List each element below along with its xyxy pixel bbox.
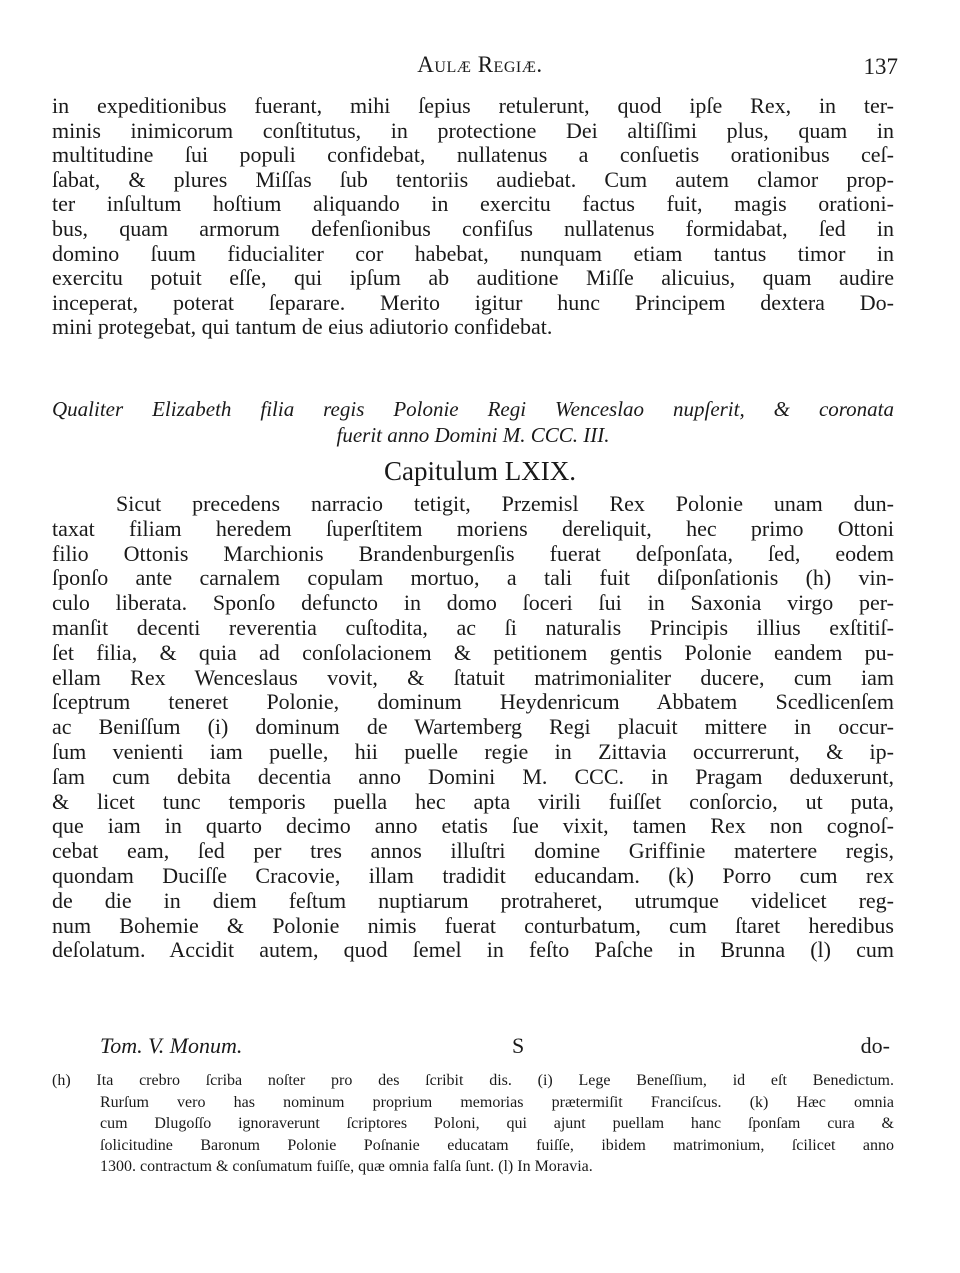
text-line: minis inimicorum conſtitutus, in protectione Dei altiſſimi plus, quam in [52,118,894,143]
footnote-line: 1300. contractum & conſumatum fuiſſe, quæ omnia falſa ſunt. (l) In Moravia. [100,1158,593,1175]
text-line: filio Ottonis Marchionis Brandenburgenſis fuerat deſponſata, ſed, eodem [52,541,894,566]
body-text-main [52,492,894,963]
running-title: Aulæ Regiæ. [417,52,543,77]
section-heading-line2: fuerit anno Domini M. CCC. III. [336,423,610,447]
footnotes [52,1070,894,1178]
body-text-top [52,94,894,340]
text-line: ſet filia, & quia ad conſolacionem & petitionem gentis Polonie eandem pu- [52,640,894,665]
text-line: ter inſultum hoſtium aliquando in exercitu factus fuit, magis orationi- [52,192,894,217]
text-line: domino ſuum fiducialiter cor habebat, nunquam etiam tantus timor in [52,241,894,266]
text-line: inceperat, poterat ſeparare. Merito igitur hunc Principem dextera Do- [52,290,894,315]
page-number: 137 [863,54,898,79]
text-line: mini protegebat, qui tantum de eius adiutorio confidebat. [52,315,553,340]
signature-mark: S [512,1033,525,1058]
text-line: ſam cum debita decentia anno Domini M. CCC. in Pragam deduxerunt, [52,764,894,789]
text-line: quondam Duciſſe Cracovie, illam tradidit educandam. (k) Porro cum rex [52,863,894,888]
text-line: ſum venienti iam puelle, hii puelle regie in Zittavia occurrerunt, & ip- [52,739,894,764]
footnote-line: (h) Ita crebro ſcriba noſter pro des ſcribit dis. (i) Lege Beneſſium, id eſt Benedictum. [52,1072,894,1089]
text-line: bus, quam armorum defenſionibus confiſus nullatenus formidabat, ſed in [52,216,894,241]
chapter-title: Capitulum LXIX. [384,456,576,486]
signature-line [100,1033,890,1059]
text-line: ac Beniſſum (i) dominum de Wartemberg Regi placuit mittere in occur- [52,715,894,740]
text-line: multitudine ſui populi confidebat, nullatenus a conſuetis orationibus ceſ- [52,143,894,168]
text-line: ſponſo ante carnalem copulam mortuo, a tali fuit diſponſationis (h) vin- [52,566,894,591]
text-line: exercitu potuit eſſe, qui ipſum ab auditione Miſſe alicuius, quam audire [52,266,894,291]
text-line: taxat filiam heredem ſuperſtitem moriens dereliquit, hec primo Ottoni [52,516,894,541]
catchword: do- [860,1033,890,1058]
text-line: num Bohemie & Polonie nimis fuerat conturbatum, cum ſtaret heredibus [52,913,894,938]
text-line: ſceptrum teneret Polonie, dominum Heydenricum Abbatem Scedlicenſem [52,690,894,715]
text-line: ſabat, & plures Miſſas ſub tentoriis audiebat. Cum autem clamor prop- [52,167,894,192]
text-line: deſolatum. Accidit autem, quod ſemel in feſto Paſche in Brunna (l) cum [52,938,894,963]
section-heading-line1: Qualiter Elizabeth filia regis Polonie Regi Wenceslao nupſerit, & coronata [52,397,894,421]
section-heading [52,396,894,448]
text-line: in expeditionibus fuerant, mihi ſepius retulerunt, quod ipſe Rex, in ter- [52,94,894,118]
text-line: que iam in quarto decimo anno etatis ſue vixit, tamen Rex non cognoſ- [52,814,894,839]
text-line: manſit decenti reverentia cuſtodita, ac ſi naturalis Principis illius exſtitiſ- [52,615,894,640]
running-head [0,52,960,82]
footnote-line: cum Dlugoſſo ignoraverunt ſcriptores Poloni, qui ajunt puellam hanc ſponſam cura & [100,1115,894,1132]
text-line: ellam Rex Wenceslaus vovit, & ſtatuit matrimonialiter ducere, cum iam [52,665,894,690]
text-line: cebat eam, ſed per tres annos illuſtri domine Griffinie matertere regis, [52,839,894,864]
text-line: & licet tunc temporis puella hec apta virili fuiſſet conſorcio, ut puta, [52,789,894,814]
text-line: Sicut precedens narracio tetigit, Przemisl Rex Polonie unam dun- [116,492,894,516]
volume-signature: Tom. V. Monum. [100,1033,243,1058]
footnote-line: Rurſum vero has nominum proprium memorias prætermiſit Franciſcus. (k) Hæc omnia [100,1093,894,1111]
footnote-line: ſolicitudine Baronum Polonie Poſnanie educatam fuiſſe, ibidem matrimonium, ſcilicet anno [100,1136,894,1154]
text-line: culo liberata. Sponſo defuncto in domo ſoceri ſui in Saxonia virgo per- [52,591,894,616]
text-line: de die in diem feſtum nuptiarum protraheret, utrumque videlicet reg- [52,888,894,913]
